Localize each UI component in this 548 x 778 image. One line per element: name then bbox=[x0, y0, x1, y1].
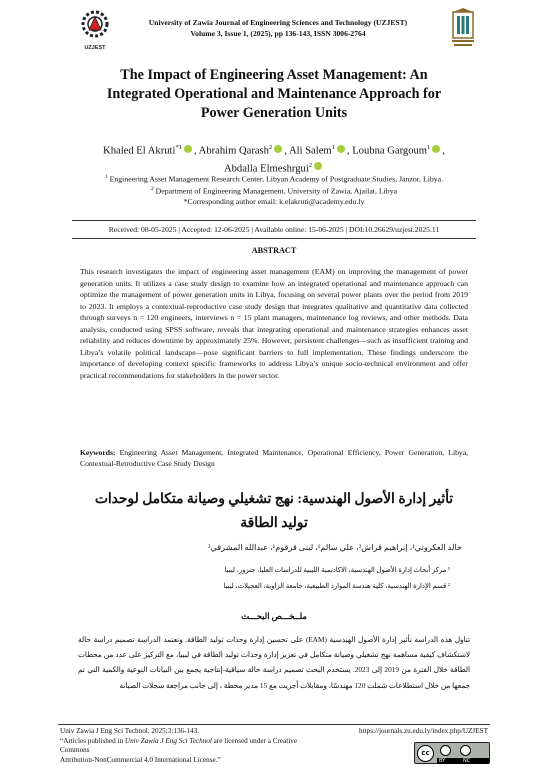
abstract-heading: ABSTRACT bbox=[251, 246, 297, 255]
arabic-abstract-body: تناول هذه الدراسة تأثير إدارة الأصول الهندسية (EAM) على تحسين إدارة وحدات توليد الطاقة. وتعتمد الدراسة تصميم دراسة حالة لاستكشاف كيفية مساهمة نهج تشغيلي وصيانة متكامل في تعزيز إدارة وحدات توليد الطاقة في ليبيا، مع التركيز على عدد من محطات الطاقة خلال الفترة من 2019 إلى 2023. يستخدم البحث تصميم دراسة حالة سياقية-إنتاجية يجمع بين البيانات النوعية والكمية التي تم جمعها من خلال استطلاعات شملت 120 مهندسًا، ومقابلات أجريت مع 15 مدير محطة ، إلى جانب مراجعة سجلات الصيانة bbox=[78, 635, 471, 690]
journal-volume: Volume 3, Issue 1, (2025), pp 136-143, ISSN 3006-2764 bbox=[190, 29, 366, 38]
arabic-title-line: تأثير إدارة الأصول الهندسية: نهج تشغيلي وصيانة متكامل لوحدات bbox=[94, 491, 454, 506]
svg-text:UZJEST: UZJEST bbox=[84, 45, 106, 51]
footer-divider bbox=[58, 724, 490, 725]
journal-info bbox=[118, 17, 438, 39]
cc-by-label: BY bbox=[439, 758, 446, 764]
arabic-abstract-heading: ملــخـــص البحـــث bbox=[241, 612, 307, 621]
noncommercial-icon bbox=[460, 745, 471, 756]
arabic-authors: خالد العكروتي¹، إبراهيم قراش²، علي سالم¹، لبنى قرقوم¹، عبدالله المشرقي² bbox=[207, 543, 462, 552]
license-text-line2: Attribution-NonCommercial 4.0 International License.” bbox=[60, 755, 221, 764]
author-name: Abrahim Qarash bbox=[198, 145, 269, 157]
divider bbox=[72, 238, 476, 239]
article-dates: Received: 08-05-2025 | Accepted: 12-06-2025 | Available online: 15-06-2025 | DOI:10.26629/uzjest.2025.11 bbox=[108, 225, 440, 234]
arabic-title-line: توليد الطاقة bbox=[240, 515, 308, 530]
license-text: “Articles published in Univ Zawia J Eng Sci Technol are licensed under a Creative Commons bbox=[60, 736, 298, 755]
author-name: Ali Salem bbox=[288, 145, 332, 157]
journal-logo-icon bbox=[78, 8, 112, 52]
affiliation-1: $^1$ Engineering Asset Management Research Center, Libyan Academy of Postgraduate Studies, Janzor, Libya. bbox=[104, 174, 444, 184]
cc-icon: cc bbox=[417, 745, 434, 762]
cc-license-badge[interactable] bbox=[414, 742, 490, 764]
author-sup: 2 bbox=[308, 161, 313, 169]
university-logo-icon bbox=[450, 8, 476, 48]
corresponding-author[interactable]: *Corresponding author email: k.elakruti@academy.edu.ly bbox=[183, 197, 365, 206]
journal-name: University of Zawia Journal of Engineering Sciences and Technology (UZJEST) bbox=[148, 18, 408, 27]
author-sup: 1 bbox=[427, 144, 431, 151]
divider bbox=[72, 220, 476, 221]
paper-title bbox=[60, 66, 488, 123]
author-sup: *1 bbox=[175, 144, 182, 151]
cc-nc-label: NC bbox=[463, 758, 471, 764]
author-name: Khaled El Akruti bbox=[103, 145, 176, 157]
arabic-affiliation-2: ² قسم الإدارة الهندسية، كلية هندسة الموارد الطبيعية، جامعة الزاوية، العجيلات، ليبيا bbox=[223, 583, 450, 590]
journal-header bbox=[0, 0, 548, 56]
citation-text: Univ Zawia J Eng Sci Technol. 2025;3:136-143. bbox=[60, 727, 200, 735]
author-list: Khaled El Akruti$^{*1}$ , Abrahim Qarash$^2$ , Ali Salem$^1$ , Loubna Gargoum$^1$ , Abdalla Elmeshrgui$^2$ bbox=[103, 144, 445, 175]
arabic-title bbox=[70, 487, 478, 535]
arabic-affiliation-1: ¹ مركز أبحاث إدارة الأصول الهندسية، الاكاديمية الليبية للدراسات العليا، جنزور، ليبيا bbox=[224, 567, 450, 574]
orcid-icon[interactable] bbox=[274, 145, 282, 153]
orcid-icon[interactable] bbox=[314, 162, 322, 170]
author-sup: 1 bbox=[331, 144, 335, 151]
orcid-icon[interactable] bbox=[337, 145, 345, 153]
title-line: The Impact of Engineering Asset Management: An bbox=[120, 67, 428, 83]
author-sup: 2 bbox=[268, 144, 273, 151]
footer-citation bbox=[60, 727, 300, 765]
affiliation-2: $^2$ Department of Engineering Management, University of Zawia, Ajailat, Libya bbox=[150, 186, 398, 196]
attribution-icon bbox=[440, 745, 451, 756]
title-line: Power Generation Units bbox=[200, 105, 348, 121]
keywords bbox=[80, 447, 468, 469]
keywords-label: Keywords: bbox=[80, 448, 116, 457]
keywords-text: Engineering Asset Management, Integrated Maintenance, Operational Efficiency, Power Generation, Libya, Contextual-Retroductive Case Study Design bbox=[80, 448, 468, 469]
author-name: Abdalla Elmeshrgui bbox=[223, 163, 309, 175]
orcid-icon[interactable] bbox=[432, 145, 440, 153]
journal-url[interactable]: https://journals.zu.edu.ly/index.php/UZJEST bbox=[359, 727, 488, 735]
orcid-icon[interactable] bbox=[184, 145, 192, 153]
author-name: Loubna Gargoum bbox=[352, 145, 428, 157]
abstract-body: This research investigates the impact of engineering asset management (EAM) on improving the management of power generation units. It utilizes a case study design to examine how an integrated operational and maintenance approach can optimize the management of power generation units in Libya, focusing on several power plants over the period from 2019 to 2023. It employs a contextual-reproductive case study design that integrates qualitative and quantitative data collected through surveys n = 120 engineers, interviews n = 15 plant managers, maintenance log reviews, and other methods. Data analysis, conducted using SPSS software, reveals that integrating operational and maintenance strategies enhances asset reliability and reduces downtime by approximately 25%. However, persistent challenges—such as insufficient training and Libya’s volatile political landscape—pose significant barriers to full implementation. These findings underscore the importance of developing context specific frameworks to address Libya’s unique socio-technical environment and offer practical recommendations for stakeholders in the power sector. bbox=[80, 267, 468, 380]
title-line: Integrated Operational and Maintenance Approach for bbox=[106, 86, 442, 102]
